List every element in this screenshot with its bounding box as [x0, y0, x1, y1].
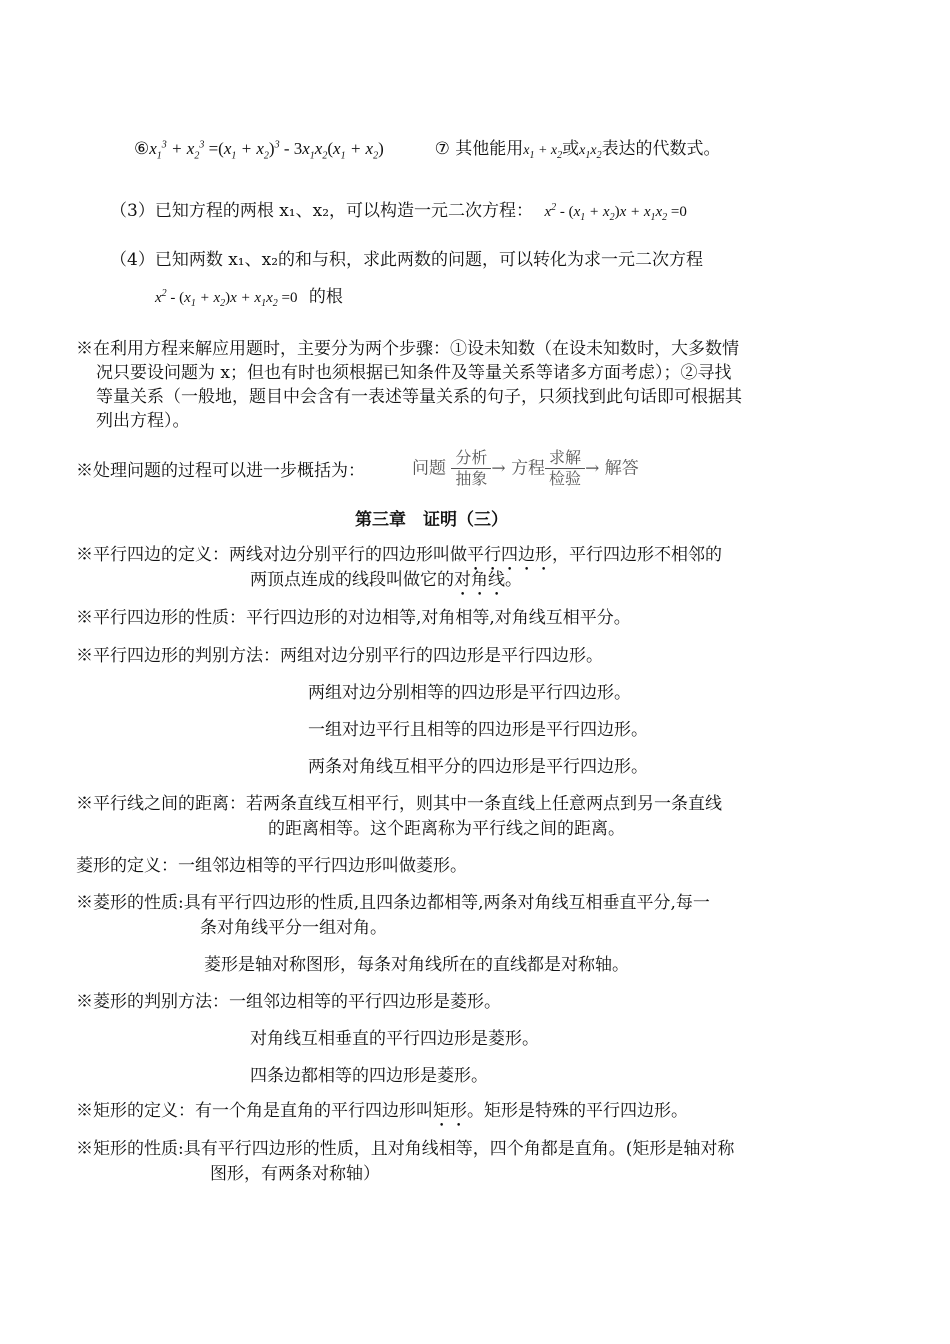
process-note [76, 459, 365, 483]
item-7-text-a: 其他能用 [455, 139, 524, 159]
parallelogram-def-label: ※平行四边的定义： [76, 545, 229, 565]
paragraph-4 [110, 248, 703, 272]
app-note-line1: ※在利用方程来解应用题时，主要分为两个步骤：①设未知数（在设未知数时，大多数情 [76, 339, 739, 359]
flow-arrow-2-top: 求解 [549, 448, 582, 467]
rhombus-prop-line1: ※菱形的性质:具有平行四边形的性质,且四条边都相等,两条对角线互相垂直平分,每一 [76, 893, 710, 913]
parallelogram-judge-2: 两组对边分别相等的四边形是平行四边形。 [308, 683, 631, 703]
chapter-title: 第三章 证明（三） [355, 510, 508, 530]
term-diagonal: 对角线 [454, 570, 505, 590]
formula-quadratic-1: $x^2 - (x_1 + x_2)x + x_1x_2 =0$ [544, 202, 687, 223]
app-note-line2: 况只要设问题为 x；但也有时也须根据已知条件及等量关系等诸多方面考虑）；②寻找 [96, 363, 732, 383]
parallelogram-def-line2 [250, 568, 522, 600]
flow-arrow-1-top: 分析 [455, 448, 488, 467]
flow-arrow-1 [451, 448, 491, 489]
parallelogram-def-text: 两线对边分别平行的四边形叫做 [229, 545, 467, 565]
rhombus-def: 菱形的定义：一组邻边相等的平行四边形叫做菱形。 [76, 856, 467, 876]
rectangle-prop-line1: ※矩形的性质:具有平行四边形的性质，且对角线相等，四个角都是直角。(矩形是轴对称 [76, 1139, 735, 1159]
parallelogram-judge-3: 一组对边平行且相等的四边形是平行四边形。 [308, 720, 648, 740]
process-flow [412, 448, 639, 489]
parallelogram-def-text: 。 [505, 570, 522, 590]
flow-mid: 方程 [511, 458, 546, 479]
process-note-label: ※处理问题的过程可以进一步概括为： [76, 461, 365, 481]
flow-start: 问题 [412, 458, 446, 479]
app-note-line4: 列出方程）。 [96, 411, 190, 431]
paragraph-3-text: （3）已知方程的两根 x₁、x₂，可以构造一元二次方程： [110, 201, 534, 221]
flow-end: 解答 [604, 458, 639, 479]
rectangle-def-text: 。矩形是特殊的平行四边形。 [467, 1101, 688, 1121]
formula-product: $x_1x_2$ [579, 143, 602, 161]
flow-arrow-1-bottom: 抽象 [455, 469, 488, 488]
arrow-icon: → [491, 458, 506, 479]
rhombus-judge-2: 对角线互相垂直的平行四边形是菱形。 [250, 1029, 539, 1049]
term-rectangle: 矩形 [433, 1101, 467, 1121]
paragraph-4-line2 [155, 285, 343, 310]
parallelogram-def-text: ，平行四边形不相邻的 [552, 545, 722, 565]
item-6-marker: ⑥ [134, 139, 150, 159]
parallel-distance-line2: 的距离相等。这个距离称为平行线之间的距离。 [268, 819, 625, 839]
flow-arrow-2 [545, 448, 585, 489]
paragraph-3 [110, 199, 687, 224]
parallel-distance-line1: ※平行线之间的距离：若两条直线互相平行，则其中一条直线上任意两点到另一条直线 [76, 794, 722, 814]
parallelogram-judge-4: 两条对角线互相平分的四边形是平行四边形。 [308, 757, 648, 777]
rectangle-prop-line2: 图形，有两条对称轴） [210, 1164, 380, 1184]
parallelogram-def-text: 两顶点连成的线段叫做它的 [250, 570, 454, 590]
formula-sum: $x_1 + x_2$ [523, 143, 563, 161]
rhombus-judge-3: 四条边都相等的四边形是菱形。 [250, 1066, 488, 1086]
app-note-line3: 等量关系（一般地，题目中会含有一表述等量关系的句子，只须找到此句话即可根据其 [96, 387, 742, 407]
parallelogram-prop: ※平行四边形的性质：平行四边形的对边相等,对角相等,对角线互相平分。 [76, 608, 631, 628]
item-7-or: 或 [562, 139, 580, 159]
rhombus-judge-1: ※菱形的判别方法：一组邻边相等的平行四边形是菱形。 [76, 992, 501, 1012]
paragraph-4-tail: 的根 [308, 287, 343, 307]
rhombus-prop-line3: 菱形是轴对称图形，每条对角线所在的直线都是对称轴。 [204, 955, 629, 975]
formula-quadratic-2: $x^2 - (x_1 + x_2)x + x_1x_2 =0$ [155, 288, 298, 309]
parallelogram-judge-1: ※平行四边形的判别方法：两组对边分别平行的四边形是平行四边形。 [76, 646, 603, 666]
flow-arrow-2-bottom: 检验 [549, 469, 582, 488]
rectangle-def [76, 1099, 688, 1131]
rectangle-def-text: ※矩形的定义：有一个角是直角的平行四边形叫 [76, 1101, 433, 1121]
item-7-text-b: 表达的代数式。 [601, 139, 721, 159]
item-7-marker: ⑦ [434, 139, 450, 159]
term-parallelogram: 平行四边形 [467, 545, 552, 565]
formula-6: $x_1^3 + x_2^3 =(x_1 + x_2)^3 - 3x_1x_2(x_1 + x_2)$ [149, 139, 384, 162]
formula-line-6-7 [134, 137, 721, 163]
rhombus-prop-line2: 条对角线平分一组对角。 [200, 918, 387, 938]
paragraph-4-text: （4）已知两数 x₁、x₂的和与积，求此两数的问题，可以转化为求一元二次方程 [110, 250, 704, 270]
arrow-icon: → [585, 458, 600, 479]
